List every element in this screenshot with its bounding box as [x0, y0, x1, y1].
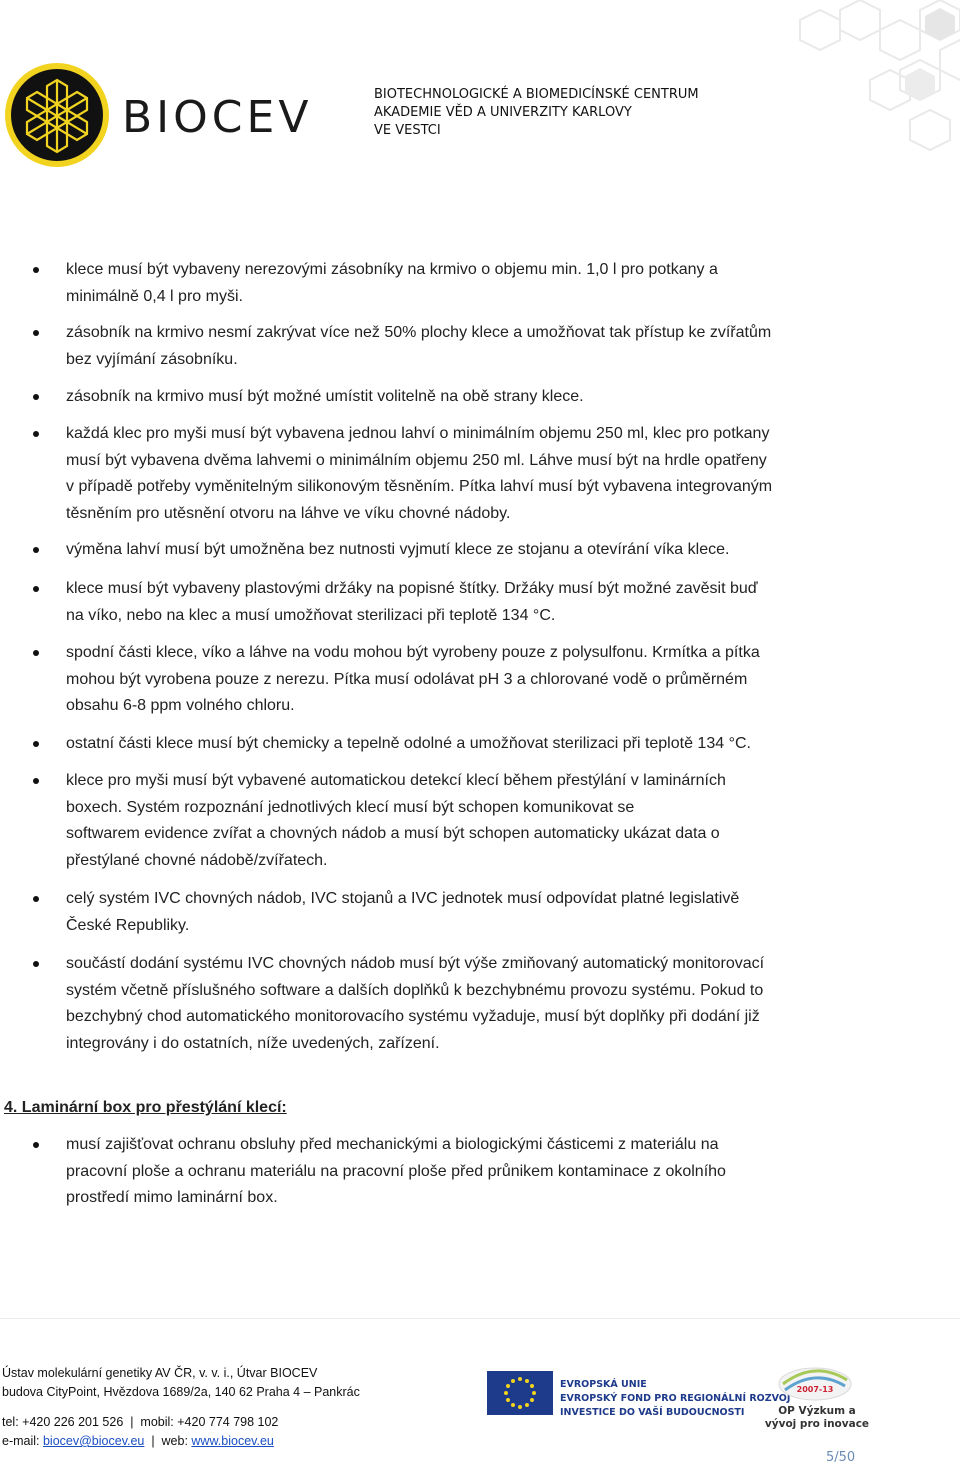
list-item-text: celý systém IVC chovných nádob, IVC stojanů a IVC jednotek musí odpovídat platné legislativě České Republiky.	[66, 890, 740, 934]
address-line: Ústav molekulární genetiky AV ČR, v. v. i., Útvar BIOCEV	[2, 1366, 318, 1380]
bullet-icon	[33, 267, 39, 273]
list-item-text: ostatní části klece musí být chemicky a tepelně odolné a umožňovat sterilizaci při teplotě 134 °C.	[66, 735, 751, 752]
bullet-icon	[33, 547, 39, 553]
bullet-icon	[33, 896, 39, 902]
op-badge-years: 2007-13	[796, 1385, 834, 1394]
bullet-icon	[33, 330, 39, 336]
email-label: e-mail:	[2, 1434, 43, 1448]
list-item-text: každá klec pro myši musí být vybavena jednou lahví o minimálním objemu 250 ml, klec pro potkany musí být vybavena dvěma lahvemi o minimálním objemu 250 ml. Láhve musí být na hrdle opatřeny v případě potřeby vyměnitelným silikonovým těsněním. Pítka lahví musí být vybavena integrovaným těsněním pro utěsnění otvoru na láhve ve víku chovné nádoby.	[66, 425, 773, 522]
eu-text-line: INVESTICE DO VAŠÍ BUDOUCNOSTI	[560, 1407, 745, 1418]
list-item-text: součástí dodání systému IVC chovných nádob musí být výše zmiňovaný automatický monitorovací systém včetně příslušného software a dalších doplňků k bezchybnému provozu systému. Pokud to bezchybný chod automatického monitorovacího systému vyžaduje, musí být doplňky při dodání již integrovány i do ostatních, níže uvedených, zařízení.	[66, 955, 765, 1052]
op-vavpi-text: OP Výzkum a vývoj pro inovace	[764, 1405, 870, 1430]
list-item-text: musí zajišťovat ochranu obsluhy před mechanickými a biologickými částicemi z materiálu na pracovní ploše a ochranu materiálu na pracovní ploše před průnikem kontaminace z okolního prostředí mimo laminární box.	[66, 1136, 726, 1206]
web-link[interactable]: www.biocev.eu	[191, 1434, 274, 1448]
bullet-icon	[33, 741, 39, 747]
email-link[interactable]: biocev@biocev.eu	[42, 1434, 145, 1448]
footer-address	[2, 1364, 360, 1402]
bullet-icon	[33, 394, 39, 400]
bullet-icon	[33, 961, 39, 967]
institution-line: AKADEMIE VĚD A UNIVERZITY KARLOVY	[374, 105, 632, 120]
footer-contacts	[2, 1413, 278, 1451]
institution-line: BIOTECHNOLOGICKÉ A BIOMEDICÍNSKÉ CENTRUM	[374, 87, 699, 102]
logo-wordmark: BIOCEV	[122, 92, 313, 143]
web-label: | web:	[144, 1434, 192, 1448]
biocev-logo	[2, 60, 112, 170]
bullet-icon	[33, 586, 39, 592]
eu-text-line: EVROPSKÝ FOND PRO REGIONÁLNÍ ROZVOJ	[560, 1393, 791, 1404]
list-item-text: klece musí být vybaveny plastovými držáky na popisné štítky. Držáky musí být možné zavěsit buď na víko, nebo na klec a musí umožňovat sterilizaci při teplotě 134 °C.	[66, 580, 758, 624]
bullet-icon	[33, 1142, 39, 1148]
address-line: budova CityPoint, Hvězdova 1689/2a, 140 62 Praha 4 – Pankrác	[2, 1385, 360, 1399]
bullet-icon	[33, 650, 39, 656]
list-item-text: výměna lahví musí být umožněna bez nutnosti vyjmutí klece ze stojanu a otevírání víka klece.	[66, 541, 730, 558]
list-item-text: zásobník na krmivo nesmí zakrývat více než 50% plochy klece a umožňovat tak přístup ke zvířatům bez vyjímání zásobníku.	[66, 324, 772, 368]
section-heading: 4. Laminární box pro přestýlání klecí:	[4, 1099, 287, 1116]
institution-name	[374, 86, 699, 140]
bullet-icon	[33, 431, 39, 437]
eu-text-line: EVROPSKÁ UNIE	[560, 1379, 647, 1390]
list-item-text: klece pro myši musí být vybavené automatickou detekcí klecí během přestýlání v laminárních boxech. Systém rozpoznání jednotlivých klecí musí být schopen komunikovat se softwarem evidence zvířat a chovných nádob a musí být schopen automaticky ukázat data o přestýlané chovné nádobě/zvířatech.	[66, 772, 726, 869]
eu-flag-icon	[487, 1371, 553, 1415]
phone-line: tel: +420 226 201 526 | mobil: +420 774 798 102	[2, 1415, 279, 1429]
list-item-text: klece musí být vybaveny nerezovými zásobníky na krmivo o objemu min. 1,0 l pro potkany a minimálně 0,4 l pro myši.	[66, 261, 718, 305]
list-item-text: zásobník na krmivo musí být možné umístit volitelně na obě strany klece.	[66, 388, 584, 405]
email-web-line	[2, 1432, 278, 1451]
op-vavpi-logo	[775, 1362, 855, 1402]
list-item-text: spodní části klece, víko a láhve na vodu mohou být vyrobeny pouze z polysulfonu. Krmítka a pítka mohou být vyrobena pouze z nerezu. Pítka musí odolávat pH 3 a chlorované vodě o průměrném obsahu 6-8 ppm volného chloru.	[66, 644, 760, 714]
institution-line: VE VESTCI	[374, 123, 441, 138]
bullet-icon	[33, 778, 39, 784]
eu-text	[560, 1378, 790, 1420]
page-number: 5/50	[826, 1450, 856, 1465]
footer-divider	[0, 1318, 960, 1319]
